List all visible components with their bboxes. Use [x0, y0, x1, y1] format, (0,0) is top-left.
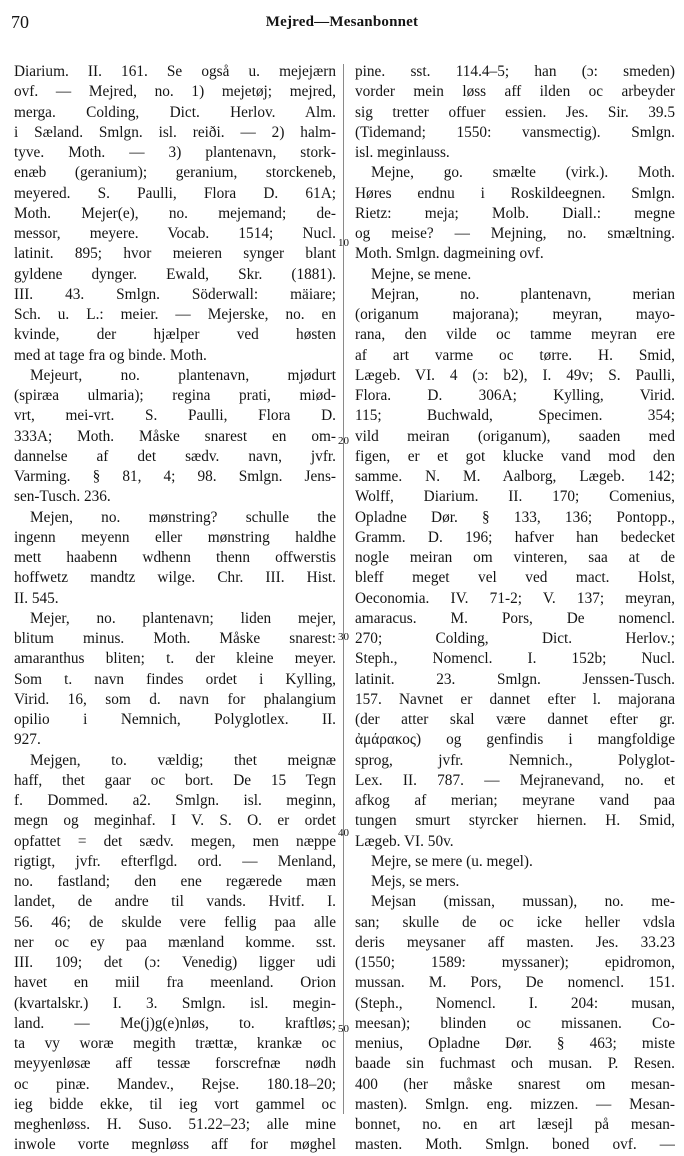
text-line: (der atter skal være dannet efter gr.: [355, 711, 675, 728]
line-number: 10: [338, 237, 349, 249]
text-line: dannelse af det sædv. navn, jvfr.: [14, 447, 336, 465]
line-number: 50: [338, 1023, 349, 1035]
text-line: inwole vorte megnløss aff for møghel: [14, 1136, 336, 1154]
text-line: meyered. S. Paulli, Flora D. 61A;: [14, 184, 336, 202]
text-line: enæb (geranium); geranium, storckeneb,: [14, 164, 336, 182]
text-line: Mejeurt, no. plantenavn, mjødurt: [30, 366, 336, 384]
text-line: og meise? — Mejning, no. smæltning.: [355, 225, 675, 242]
text-line: merga. Colding, Dict. Herlov. Alm.: [14, 103, 336, 121]
text-line: tyve. Moth. — 3) plantenavn, stork-: [14, 144, 336, 161]
text-line: havet en miil fra meenland. Orion: [14, 974, 336, 992]
text-line: tungen smurt styrcker hiernen. H. Smid,: [355, 812, 675, 830]
text-line: haff, thet gaar oc bort. De 15 Tegn: [14, 771, 336, 789]
text-line: Moth. Mejer(e), no. mejemand; de-: [14, 204, 336, 222]
text-line: menius, Opladne Dør. § 463; miste: [355, 1035, 675, 1052]
text-line: blitum minus. Moth. Måske snarest:: [14, 630, 336, 647]
page-number: 70: [11, 12, 29, 32]
text-line: bleff meget vel ved mact. Holst,: [355, 569, 675, 587]
text-line: afkog af merian; meyrane vand paa: [355, 792, 675, 809]
text-line: masten). Smlgn. eng. mizzen. — Mesan-: [355, 1095, 675, 1113]
text-line: meyyenløsæ aff tessæ forscrefnæ nødh: [14, 1055, 336, 1073]
left-column: [14, 62, 336, 1156]
text-line: Virid. 16, som d. navn for phalangium: [14, 690, 336, 708]
text-line: Lægeb. VI. 50v.: [355, 832, 454, 850]
text-line: masten. Moth. Smlgn. boned ovf. —: [355, 1136, 675, 1154]
text-line: Rietz: meja; Molb. Diall.: megne: [355, 204, 675, 222]
text-line: Oeconomia. IV. 71-2; V. 137; meyran,: [355, 589, 675, 607]
text-line: baade sin fuchmast och musan. P. Resen.: [355, 1055, 675, 1073]
text-line: rigtigt, jvfr. efterflgd. ord. — Menland,: [14, 852, 336, 870]
text-line: rana, den vilde oc tamme meyran ere: [355, 326, 675, 344]
text-line: isl. meginlauss.: [355, 144, 450, 161]
text-line: ieg bidde ekke, til ieg vort gammel oc: [14, 1095, 336, 1113]
text-line: vrt, mei-vrt. S. Paulli, Flora D.: [14, 407, 336, 425]
text-line: (origanum majorana); meyran, mayo-: [355, 306, 675, 323]
text-line: ovf. — Mejred, no. 1) mejetøj; mejred,: [14, 83, 336, 101]
text-line: 927.: [14, 731, 41, 749]
line-number: 20: [338, 435, 349, 447]
text-line: land. — Me(j)g(e)nløs, to. kraftløs;: [14, 1014, 336, 1032]
text-line: opfattet = det sædv. megen, men næppe: [14, 832, 336, 850]
text-line: (kvartalskr.) I. 3. Smlgn. isl. megin-: [14, 994, 336, 1012]
text-line: Mejne, go. smælte (virk.). Moth.: [371, 164, 675, 182]
text-line: (1550; 1589: myssaner); epidromon,: [355, 954, 675, 971]
text-line: Flora. D. 306A; Kylling, Virid.: [355, 387, 675, 404]
text-line: med at tage fra og binde. Moth.: [14, 346, 207, 364]
text-line: opilio i Nemnich, Polyglotlex. II.: [14, 711, 336, 728]
text-line: 333A; Moth. Måske snarest en om-: [14, 427, 336, 445]
text-line: meghenløss. H. Suso. 51.22–23; alle mine: [14, 1116, 336, 1133]
text-line: 400 (her måske snarest om mesan-: [355, 1075, 675, 1093]
text-line: Gramm. D. 196; hafver han bedecket: [355, 528, 675, 546]
text-line: 157. Navnet er dannet efter l. majorana: [355, 690, 675, 708]
page-header: [0, 0, 684, 40]
text-line: Varming. § 81, 4; 98. Smlgn. Jens-: [14, 468, 336, 485]
text-line: oc pinæ. Mandev., Rejse. 180.18–20;: [14, 1075, 336, 1093]
text-line: kvinde, der hjælper ved høsten: [14, 326, 336, 344]
text-line: 115; Buchwald, Specimen. 354;: [355, 407, 675, 425]
text-line: amaracus. M. Pors, De nomencl.: [355, 609, 675, 627]
text-line: Høres endnu i Roskildeegnen. Smlgn.: [355, 184, 675, 202]
text-line: Mejne, se mene.: [371, 265, 472, 283]
text-line: meesan); blinden oc missanen. Co-: [355, 1014, 675, 1032]
text-line: (Tidemand; 1550: vansmectig). Smlgn.: [355, 123, 675, 141]
text-line: pine. sst. 114.4–5; han (ɔ: smeden): [355, 63, 675, 80]
text-line: sen-Tusch. 236.: [14, 488, 111, 506]
line-number: 30: [338, 631, 349, 643]
text-line: Wolff, Diarium. II. 170; Comenius,: [355, 488, 675, 506]
column-divider: [343, 64, 344, 1114]
text-line: Diarium. II. 161. Se også u. mejejærn: [14, 63, 336, 80]
text-line: Mejgen, to. vældig; thet meignæ: [30, 751, 336, 769]
text-line: Lex. II. 787. — Mejranevand, no. et: [355, 771, 675, 789]
text-line: Mejer, no. plantenavn; liden mejer,: [30, 609, 336, 627]
text-line: megn og meginhaf. I V. S. O. er ordet: [14, 812, 336, 830]
text-line: Som t. navn findes ordet i Kylling,: [14, 670, 336, 688]
text-line: Steph., Nomencl. I. 152b; Nucl.: [355, 650, 675, 668]
text-line: samme. N. M. Aalborg, Lægeb. 142;: [355, 468, 675, 485]
text-line: hoffwetz mandtz wilge. Chr. III. Hist.: [14, 569, 336, 587]
text-line: ner oc ey paa mænland komme. sst.: [14, 933, 336, 951]
text-line: sprog, jvfr. Nemnich., Polyglot-: [355, 751, 675, 769]
text-line: mussan. M. Pors, De nomencl. 151.: [355, 974, 675, 992]
text-line: san; skulle de oc icke heller vdsla: [355, 913, 675, 931]
text-line: latinit. 23. Smlgn. Jenssen-Tusch.: [355, 670, 675, 688]
text-line: figen, er et got klucke vand mod den: [355, 447, 675, 465]
text-line: f. Dommed. a2. Smlgn. isl. meginn,: [14, 792, 336, 809]
text-line: i Sæland. Smlgn. isl. reiði. — 2) halm-: [14, 123, 336, 141]
text-line: Mejs, se mers.: [371, 873, 460, 890]
text-line: deris meysaner aff masten. Jes. 33.23: [355, 933, 675, 951]
text-line: sig tretter offuer essien. Jes. Sir. 39.5: [355, 103, 675, 121]
text-line: 56. 46; de skulde vere fellig paa alle: [14, 913, 336, 931]
text-line: Mejen, no. mønstring? schulle the: [30, 508, 336, 526]
text-line: nogle meiran om vinteren, saa at de: [355, 549, 675, 566]
text-line: Opladne Dør. § 133, 136; Pontopp.,: [355, 508, 675, 526]
text-line: vorder mein løss aff ilden oc arbeyder: [355, 83, 675, 101]
text-line: Mejran, no. plantenavn, merian: [371, 285, 675, 303]
text-line: no. fastland; den ene regærede mæn: [14, 873, 336, 890]
text-line: vild meiran (origanum), saaden med: [355, 427, 675, 445]
text-line: Mejre, se mere (u. megel).: [371, 852, 533, 870]
text-line: gyldene dynger. Ewald, Skr. (1881).: [14, 265, 336, 283]
line-number: 40: [338, 827, 349, 839]
text-line: latinit. 895; hvor meieren synger blant: [14, 245, 336, 263]
text-line: mett haabenn wdhenn thenn offwerstis: [14, 549, 336, 566]
text-line: ta vy woræ megith trættæ, krankæ oc: [14, 1035, 336, 1052]
text-line: Mejsan (missan, mussan), no. me-: [371, 893, 675, 911]
text-line: landet, de andre til vands. Hvitf. I.: [14, 893, 336, 911]
text-line: Sch. u. L.: meier. — Mejerske, no. en: [14, 306, 336, 323]
text-line: 270; Colding, Dict. Herlov.;: [355, 630, 675, 647]
text-line: II. 545.: [14, 589, 59, 607]
text-line: III. 109; det (ɔ: Venedig) ligger udi: [14, 954, 336, 971]
text-line: af art varme oc tørre. H. Smid,: [355, 346, 675, 364]
text-line: (spiræa ulmaria); regina prati, miød-: [14, 387, 336, 404]
text-line: bonnet, no. en art læsejl på mesan-: [355, 1116, 675, 1133]
text-line: amaranthus bliten; t. der kleine meyer.: [14, 650, 336, 668]
text-line: Lægeb. VI. 4 (ɔ: b2), I. 49v; S. Paulli,: [355, 366, 675, 384]
text-line: messor, meyere. Vocab. 1514; Nucl.: [14, 225, 336, 242]
text-line: ingenn meyenn eller mønstring haldhe: [14, 528, 336, 546]
text-line: Moth. Smlgn. dagmeining ovf.: [355, 245, 544, 263]
right-column: [355, 62, 675, 1156]
text-line: (Steph., Nomencl. I. 204: musan,: [355, 994, 675, 1012]
running-head: Mejred—Mesanbonnet: [265, 14, 419, 30]
text-line: III. 43. Smlgn. Söderwall: mäiare;: [14, 285, 336, 303]
text-line: ἀμάρακος) og genfindis i mangfoldige: [355, 731, 675, 749]
